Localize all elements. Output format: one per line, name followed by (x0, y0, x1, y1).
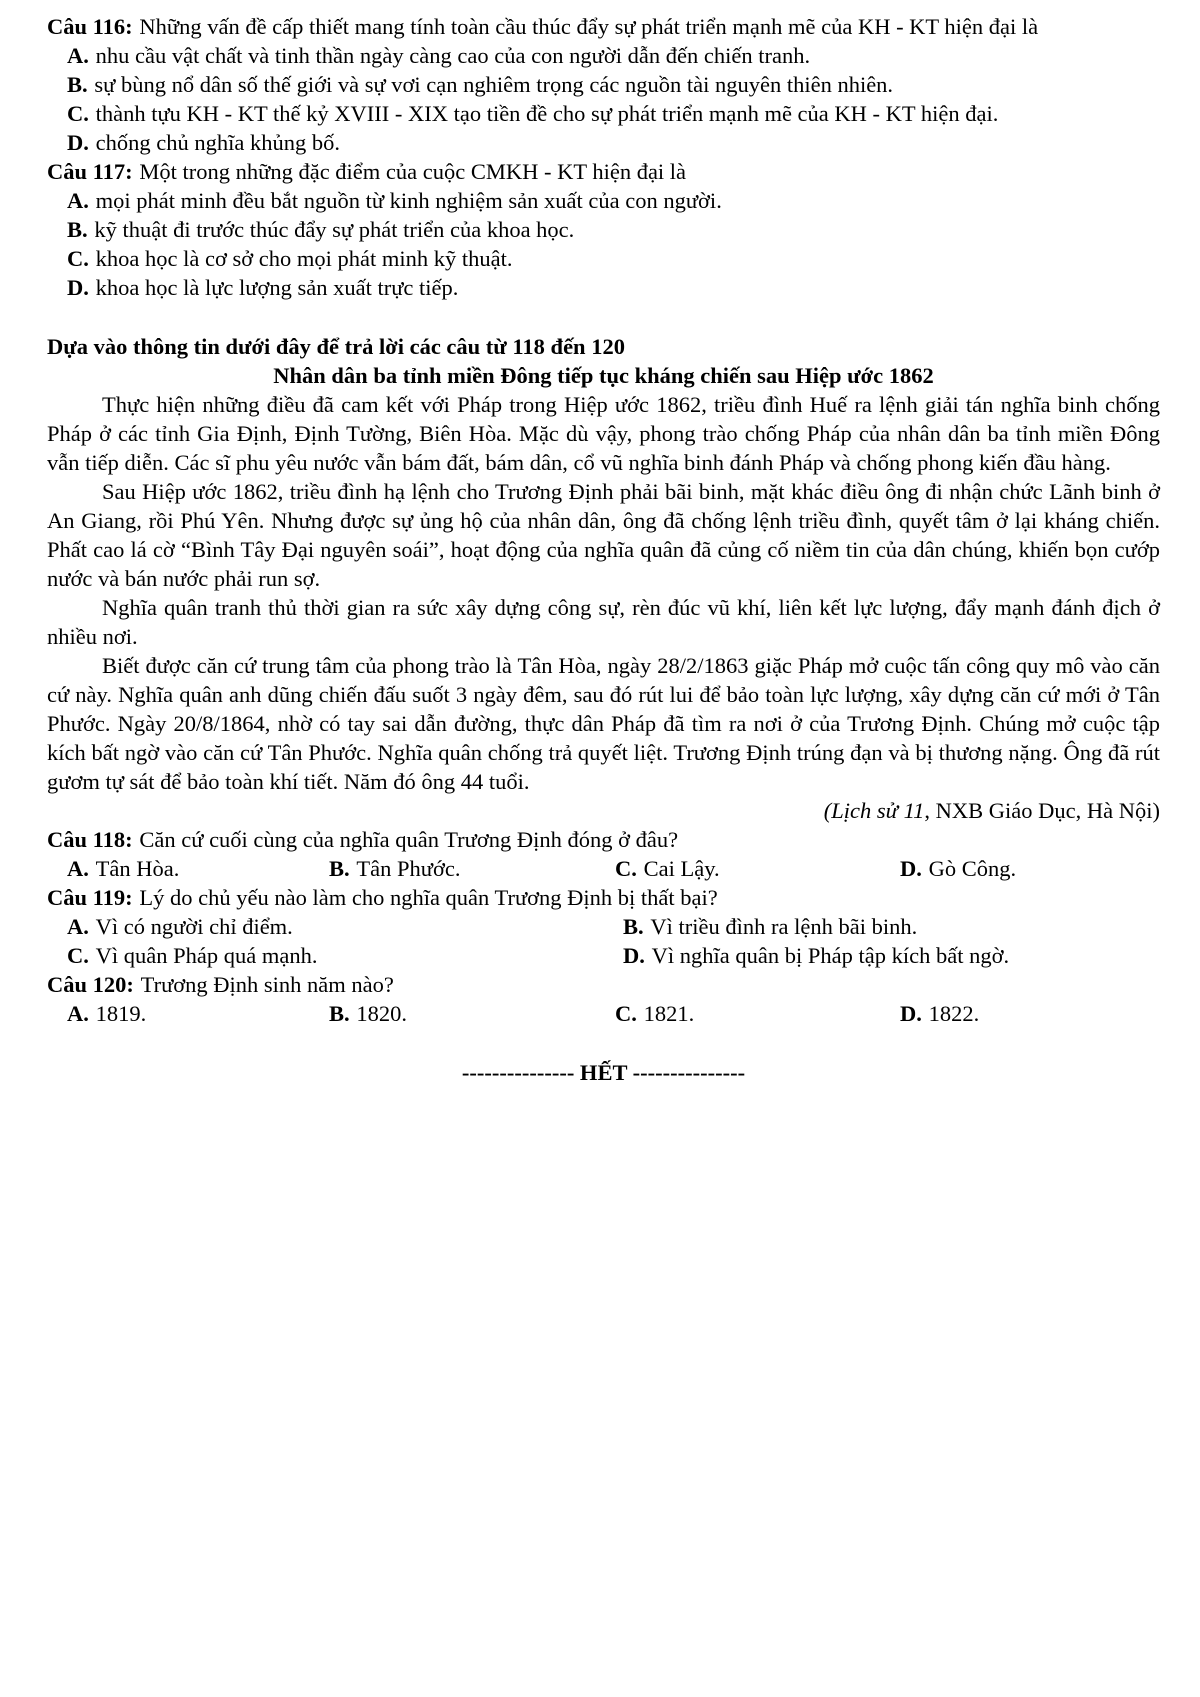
question-117-option-a (47, 186, 1160, 215)
citation-publisher: , NXB Giáo Dục, Hà Nội) (924, 798, 1160, 823)
question-116-option-a (47, 41, 1160, 70)
option-text: khoa học là lực lượng sản xuất trực tiếp. (95, 275, 459, 300)
question-118-number: Câu 118: (47, 827, 133, 852)
passage-paragraph-4: Biết được căn cứ trung tâm của phong trào là Tân Hòa, ngày 28/2/1863 giặc Pháp mở cuộc tấn công quy mô vào căn cứ này. Nghĩa quân anh dũng chiến đấu suốt 3 ngày đêm, sau đó rút lui để bảo toàn lực lượng, xây dựng căn cứ mới ở Tân Phước. Ngày 20/8/1864, nhờ có tay sai dẫn đường, thực dân Pháp đã tìm ra nơi ở của Trương Định. Chúng mở cuộc tập kích bất ngờ vào căn cứ Tân Phước. Nghĩa quân chống trả quyết liệt. Trương Định trúng đạn và bị thương nặng. Ông đã rút gươm tự sát để bảo toàn khí tiết. Năm đó ông 44 tuổi. (47, 653, 1160, 794)
option-text: Gò Công. (928, 856, 1017, 881)
question-116-option-b (47, 70, 1160, 99)
question-116-option-d (47, 128, 1160, 157)
option-letter-c: C. (615, 1001, 637, 1026)
question-119-option-d (623, 941, 1160, 970)
question-116-number: Câu 116: (47, 14, 133, 39)
question-118-option-b (329, 854, 615, 883)
option-text: kỹ thuật đi trước thúc đẩy sự phát triển của khoa học. (94, 217, 575, 242)
option-letter-b: B. (329, 856, 350, 881)
option-text: Vì quân Pháp quá mạnh. (95, 943, 318, 968)
question-119-option-a (67, 912, 623, 941)
option-letter-a: A. (67, 1001, 89, 1026)
question-118-text (47, 825, 1160, 854)
question-116-text (47, 12, 1160, 41)
section-spacer (47, 302, 1160, 332)
option-letter-d: D. (623, 943, 645, 968)
option-text: khoa học là cơ sở cho mọi phát minh kỹ thuật. (95, 246, 513, 271)
question-119-body: Lý do chủ yếu nào làm cho nghĩa quân Trương Định bị thất bại? (139, 885, 718, 910)
option-text: sự bùng nổ dân số thế giới và sự vơi cạn nghiêm trọng các nguồn tài nguyên thiên nhiên. (94, 72, 894, 97)
question-119-options-row-2 (47, 941, 1160, 970)
option-letter-d: D. (67, 130, 89, 155)
option-text: 1821. (643, 1001, 695, 1026)
question-117-text (47, 157, 1160, 186)
question-120-option-b (329, 999, 615, 1028)
option-text: nhu cầu vật chất và tinh thần ngày càng cao của con người dẫn đến chiến tranh. (95, 43, 811, 68)
option-letter-a: A. (67, 914, 89, 939)
option-letter-a: A. (67, 43, 89, 68)
option-letter-d: D. (900, 1001, 922, 1026)
option-text: mọi phát minh đều bắt nguồn từ kinh nghiệm sản xuất của con người. (95, 188, 722, 213)
option-text: 1819. (95, 1001, 147, 1026)
question-119-number: Câu 119: (47, 885, 133, 910)
option-text: chống chủ nghĩa khủng bố. (95, 130, 340, 155)
question-119 (47, 883, 1160, 970)
passage-instruction: Dựa vào thông tin dưới đây để trả lời các câu từ 118 đến 120 (47, 334, 625, 359)
option-letter-c: C. (615, 856, 637, 881)
question-119-options-row-1 (47, 912, 1160, 941)
question-118-option-a (67, 854, 329, 883)
option-letter-a: A. (67, 856, 89, 881)
option-letter-c: C. (67, 246, 89, 271)
option-letter-b: B. (67, 217, 88, 242)
question-119-text (47, 883, 1160, 912)
question-118-option-c (615, 854, 900, 883)
question-119-option-c (67, 941, 623, 970)
citation-source-italic: (Lịch sử 11 (823, 798, 925, 823)
option-text: 1822. (928, 1001, 980, 1026)
option-letter-b: B. (67, 72, 88, 97)
option-letter-d: D. (900, 856, 922, 881)
question-118-body: Căn cứ cuối cùng của nghĩa quân Trương Định đóng ở đâu? (139, 827, 679, 852)
option-letter-c: C. (67, 943, 89, 968)
option-letter-c: C. (67, 101, 89, 126)
option-text: Cai Lậy. (643, 856, 720, 881)
passage-citation (47, 796, 1160, 825)
question-118-options (47, 854, 1160, 883)
question-116 (47, 12, 1160, 157)
option-text: Tân Phước. (356, 856, 461, 881)
option-letter-a: A. (67, 188, 89, 213)
option-text: Tân Hòa. (95, 856, 180, 881)
option-text: thành tựu KH - KT thế kỷ XVIII - XIX tạo tiền đề cho sự phát triển mạnh mẽ của KH - KT hiện đại. (95, 101, 999, 126)
end-marker: --------------- HẾT --------------- (461, 1060, 746, 1085)
option-text: Vì triều đình ra lệnh bãi binh. (650, 914, 918, 939)
question-117-number: Câu 117: (47, 159, 133, 184)
question-116-option-c (47, 99, 1160, 128)
option-letter-d: D. (67, 275, 89, 300)
option-text: Vì nghĩa quân bị Pháp tập kích bất ngờ. (651, 943, 1010, 968)
passage-paragraph-3: Nghĩa quân tranh thủ thời gian ra sức xây dựng công sự, rèn đúc vũ khí, liên kết lực lượng, đẩy mạnh đánh địch ở nhiều nơi. (47, 595, 1160, 649)
question-117-option-b (47, 215, 1160, 244)
question-116-body: Những vấn đề cấp thiết mang tính toàn cầu thúc đẩy sự phát triển mạnh mẽ của KH - KT hiện đại là (139, 14, 1039, 39)
reading-passage (47, 332, 1160, 825)
question-120-text (47, 970, 1160, 999)
question-117-body: Một trong những đặc điểm của cuộc CMKH - KT hiện đại là (139, 159, 687, 184)
question-117-option-d (47, 273, 1160, 302)
passage-paragraph-2: Sau Hiệp ước 1862, triều đình hạ lệnh cho Trương Định phải bãi binh, mặt khác điều ông đi nhận chức Lãnh binh ở An Giang, rồi Phú Yên. Nhưng được sự ủng hộ của nhân dân, ông đã chống lệnh triều đình, quyết tâm ở lại kháng chiến. Phất cao lá cờ “Bình Tây Đại nguyên soái”, hoạt động của nghĩa quân đã củng cố niềm tin của dân chúng, khiến bọn cướp nước và bán nước phải run sợ. (47, 479, 1160, 591)
option-letter-b: B. (623, 914, 644, 939)
question-118-option-d (900, 854, 1160, 883)
question-117 (47, 157, 1160, 302)
passage-paragraph-1: Thực hiện những điều đã cam kết với Pháp trong Hiệp ước 1862, triều đình Huế ra lệnh giải tán nghĩa binh chống Pháp ở các tỉnh Gia Định, Định Tường, Biên Hòa. Mặc dù vậy, phong trào chống Pháp của nhân dân ba tỉnh miền Đông vẫn tiếp diễn. Các sĩ phu yêu nước vẫn bám đất, bám dân, cổ vũ nghĩa binh đánh Pháp và chống phong kiến đầu hàng. (47, 392, 1160, 475)
passage-title: Nhân dân ba tỉnh miền Đông tiếp tục kháng chiến sau Hiệp ước 1862 (273, 363, 934, 388)
option-text: 1820. (356, 1001, 408, 1026)
option-text: Vì có người chỉ điểm. (95, 914, 293, 939)
question-119-option-b (623, 912, 1160, 941)
question-120-body: Trương Định sinh năm nào? (140, 972, 394, 997)
question-118 (47, 825, 1160, 883)
option-letter-b: B. (329, 1001, 350, 1026)
question-120-option-d (900, 999, 1160, 1028)
question-120-number: Câu 120: (47, 972, 134, 997)
question-120 (47, 970, 1160, 1028)
question-117-option-c (47, 244, 1160, 273)
question-120-option-c (615, 999, 900, 1028)
question-120-options (47, 999, 1160, 1028)
question-120-option-a (67, 999, 329, 1028)
